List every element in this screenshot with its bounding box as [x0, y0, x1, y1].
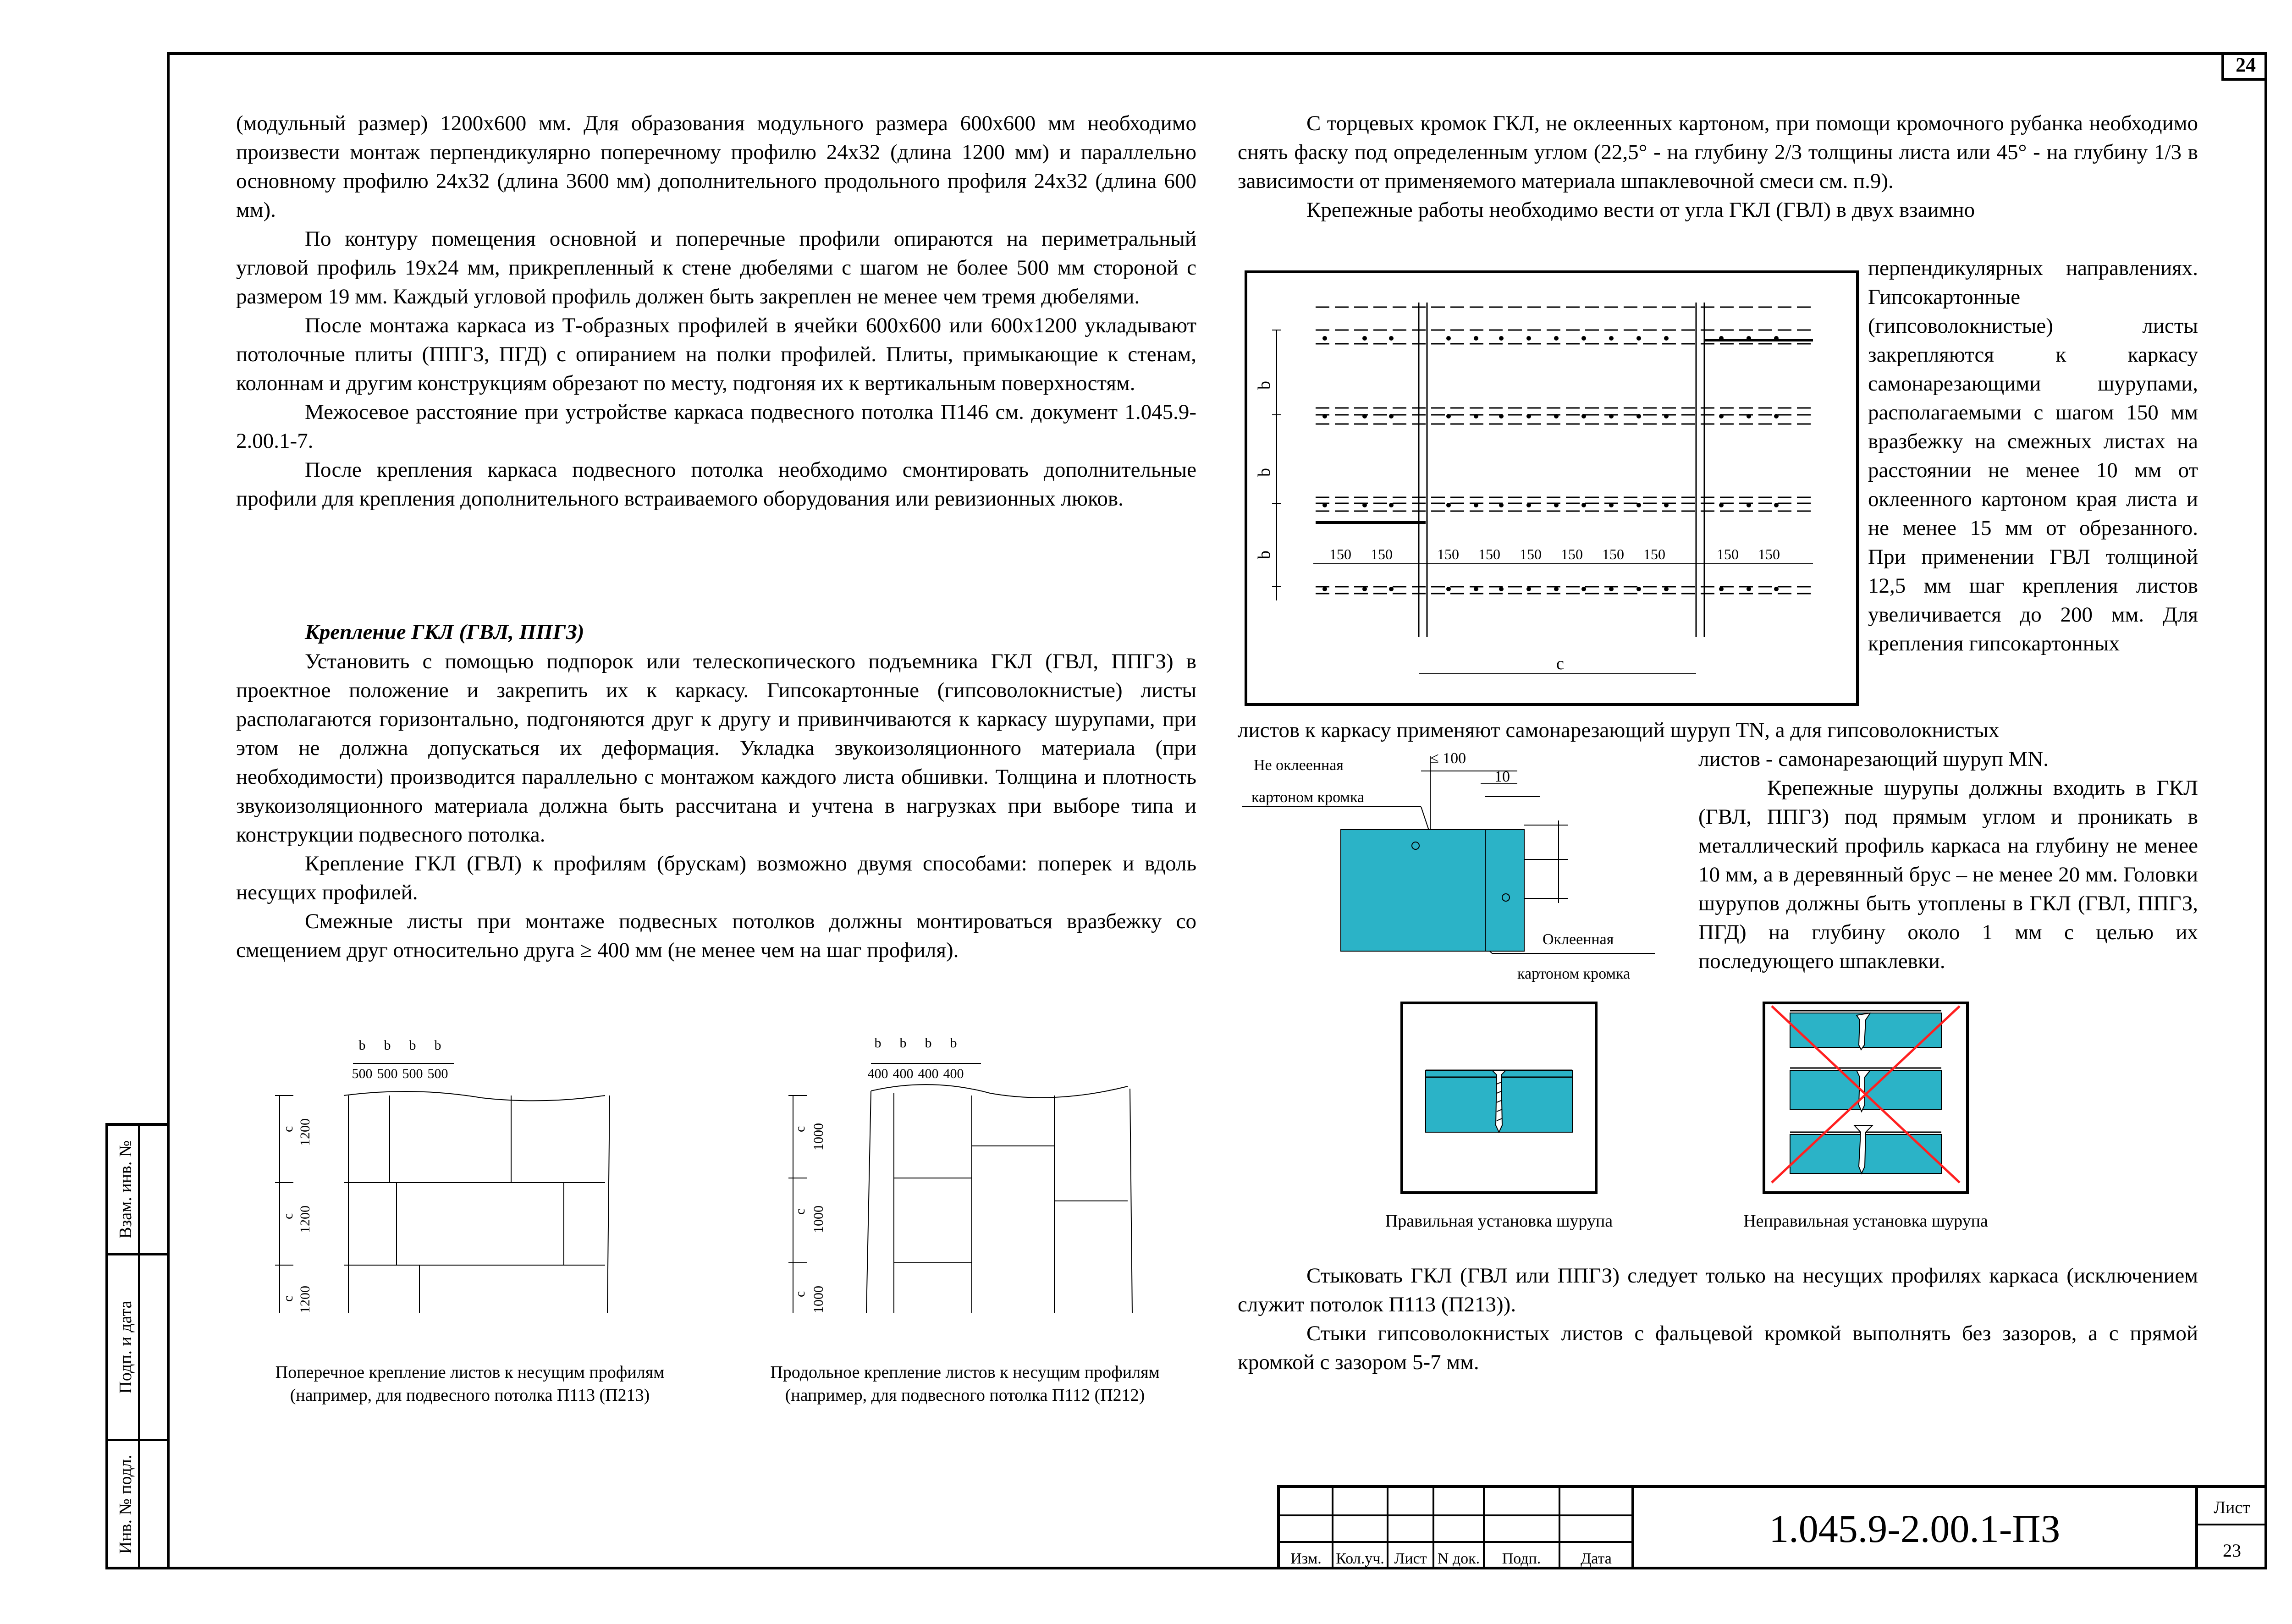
- correct-screw-drawing: [1400, 1002, 1598, 1194]
- left-stamp-strip: [105, 1123, 167, 1569]
- plan-dim-c: c: [1556, 654, 1564, 673]
- plan-step-2: 150: [1371, 546, 1393, 562]
- plan-step-5: 150: [1520, 546, 1542, 562]
- cross-b-1: b: [358, 1038, 366, 1053]
- cross-dim-2: 500: [377, 1066, 398, 1081]
- label-glued-2: картоном кромка: [1517, 965, 1631, 982]
- paragraph: (модульный размер) 1200х600 мм. Для образования модульного размера 600х600 мм необходимо произвести монтаж перпендикулярно поперечному профилю 24х32 (длина 1200 мм) и параллельно основному профилю 24х32 (длина 3600 мм) дополнительного продольного профиля 24х32 (длина 600 мм).: [236, 111, 1196, 222]
- long-dim-3: 400: [918, 1066, 939, 1081]
- label-unglued-2: картоном кромка: [1251, 789, 1365, 806]
- long-c-3: c: [793, 1291, 808, 1297]
- left-column-text: [236, 109, 1196, 513]
- incorrect-screw-drawing: [1763, 1002, 1969, 1194]
- paragraph: Смежные листы при монтаже подвесных потолков должны монтироваться вразбежку со смещением друг относительно друга ≥ 400 мм (не менее чем на шаг профиля).: [236, 909, 1196, 962]
- cross-b-3: b: [409, 1038, 416, 1053]
- tb-col-data: Дата: [1581, 1550, 1612, 1567]
- long-b-2: b: [899, 1035, 907, 1051]
- long-cval-3: 1000: [811, 1286, 826, 1313]
- plan-step-8: 150: [1643, 546, 1665, 562]
- strip-row-2: Подп. и дата: [116, 1300, 135, 1394]
- cross-cval-2: 1200: [298, 1206, 313, 1233]
- tb-col-podp: Подп.: [1502, 1550, 1541, 1567]
- dim-10: 10: [1494, 768, 1510, 785]
- caption-transverse-1: Поперечное крепление листов к несущим профилям: [275, 1363, 665, 1382]
- right-column-bottom-text: [1238, 1261, 2198, 1377]
- long-b-4: b: [950, 1035, 957, 1051]
- right-mid-line-2: листов - самонарезающий шуруп MN.: [1698, 747, 2049, 771]
- cross-b-4: b: [434, 1038, 441, 1053]
- dim-100: ≤ 100: [1430, 750, 1466, 767]
- plan-step-9: 150: [1717, 546, 1739, 562]
- doc-code: 1.045.9-2.00.1-ПЗ: [1769, 1507, 2061, 1551]
- sheet-value: 23: [2223, 1540, 2241, 1561]
- long-c-2: c: [793, 1208, 808, 1215]
- caption-longitudinal-2: (например, для подвесного потолка П112 (П212): [785, 1386, 1145, 1405]
- tb-col-koluch: Кол.уч.: [1336, 1550, 1384, 1567]
- paragraph: Стыки гипсоволокнистых листов с фальцевой кромкой выполнять без зазоров, а с прямой кромкой с зазором 5-7 мм.: [1238, 1321, 2198, 1374]
- plan-step-7: 150: [1602, 546, 1624, 562]
- right-screws-text: Крепежные шурупы должны входить в ГКЛ (ГВЛ, ППГЗ) под прямым углом и проникать в металлический профиль каркаса на глубину не менее 10 мм, а в деревянный брус – не менее 20 мм. Головки шурупов должны быть утоплены в ГКЛ (ГВЛ, ППГЗ, ПГД) на глубину около 1 мм с целью их последующего шпаклевки.: [1698, 776, 2198, 973]
- cross-c-1: c: [281, 1126, 296, 1132]
- plan-step-1: 150: [1329, 546, 1351, 562]
- paragraph: Установить с помощью подпорок или телескопического подъемника ГКЛ (ГВЛ, ППГЗ) в проектное положение и закрепить их к каркасу. Гипсокартонные (гипсоволокнистые) листы располагаются горизонтально, подгоняются друг к другу и привинчиваются к каркасу шурупами, при этом не должна допускаться их деформация. Укладка звукоизоляционного материала (при необходимости) производится параллельно с монтажом каждого листа обшивки. Толщина и плотность звукоизоляционного материала должна быть рассчитана и учтена в нагрузках при выборе типа и конструкции подвесного потолка.: [236, 650, 1196, 847]
- plan-dim-b-2: b: [1255, 468, 1274, 477]
- cross-c-2: c: [281, 1213, 296, 1219]
- plan-dim-b-1: b: [1255, 381, 1274, 390]
- subheading: Крепление ГКЛ (ГВЛ, ППГЗ): [305, 620, 584, 644]
- paragraph: Крепление ГКЛ (ГВЛ) к профилям (брускам) возможно двумя способами: поперек и вдоль несущих профилей.: [236, 852, 1196, 904]
- long-cval-2: 1000: [811, 1206, 826, 1233]
- tb-col-ndok: N док.: [1437, 1550, 1480, 1567]
- plan-step-3: 150: [1437, 546, 1459, 562]
- cross-dim-4: 500: [427, 1066, 448, 1081]
- cross-c-3: c: [281, 1295, 296, 1302]
- strip-row-3: Инв. № подл.: [116, 1454, 135, 1554]
- plan-step-10: 150: [1758, 546, 1780, 562]
- cross-dim-3: 500: [402, 1066, 423, 1081]
- paragraph: После крепления каркаса подвесного потолка необходимо смонтировать дополнительные профили для крепления дополнительного встраиваемого оборудования или ревизионных люков.: [236, 458, 1196, 511]
- paragraph: С торцевых кромок ГКЛ, не оклеенных картоном, при помощи кромочного рубанка необходимо снять фаску под определенным углом (22,5° - на глубину 2/3 толщины листа или 45° - на глубину 1/3 в зависимости от применяемого материала шпаклевочной смеси см. п.9).: [1238, 111, 2198, 193]
- tb-col-list: Лист: [1394, 1550, 1427, 1567]
- plan-dim-b-3: b: [1255, 551, 1274, 559]
- left-column-text-2: [236, 647, 1196, 965]
- paragraph: Стыковать ГКЛ (ГВЛ или ППГЗ) следует только на несущих профилях каркаса (исключением служит потолок П113 (П213)).: [1238, 1264, 2198, 1316]
- long-dim-1: 400: [867, 1066, 888, 1081]
- transverse-fixing-drawing: [275, 1027, 642, 1320]
- plan-step-6: 150: [1561, 546, 1583, 562]
- caption-correct: Правильная установка шурупа: [1385, 1211, 1613, 1231]
- long-b-3: b: [925, 1035, 932, 1051]
- paragraph: После монтажа каркаса из Т-образных профилей в ячейки 600х600 или 600х1200 укладывают потолочные плиты (ППГЗ, ПГД) с опиранием на полки профилей. Плиты, примыкающие к стенам, колоннам и другим конструкциям обрезают по месту, подгоняя их к вертикальным поверхностям.: [236, 314, 1196, 395]
- caption-longitudinal-1: Продольное крепление листов к несущим профилям: [770, 1363, 1160, 1382]
- cross-dim-1: 500: [352, 1066, 373, 1081]
- ceiling-plan-drawing: [1245, 270, 1859, 706]
- paragraph: Крепежные работы необходимо вести от угла ГКЛ (ГВЛ) в двух взаимно: [1306, 198, 1975, 222]
- long-dim-2: 400: [893, 1066, 914, 1081]
- right-side-text: перпендикулярных направлениях. Гипсокартонные (гипсоволокнистые) листы закрепляются к каркасу самонарезающими шурупами, располагаемыми с шагом 150 мм вразбежку на смежных листах на расстоянии не менее 10 мм от оклеенного картоном края листа и не менее 15 мм от обрезанного. При применении ГВЛ толщиной 12,5 мм шаг крепления листов увеличивается до 200 мм. Для крепления гипсокартонных: [1868, 256, 2198, 655]
- title-block: [1277, 1485, 2267, 1569]
- long-c-1: c: [793, 1126, 808, 1132]
- sheet-number-top: 24: [2221, 52, 2267, 81]
- right-mid-line: листов к каркасу применяют самонарезающий шуруп TN, а для гипсоволокнистых: [1238, 718, 2000, 742]
- caption-incorrect: Неправильная установка шурупа: [1743, 1211, 1988, 1231]
- right-column-top-text: [1238, 109, 2198, 225]
- cross-b-2: b: [384, 1038, 391, 1053]
- label-unglued-1: Не оклеенная: [1254, 757, 1344, 774]
- long-dim-4: 400: [943, 1066, 964, 1081]
- paragraph: По контуру помещения основной и поперечные профили опираются на периметральный угловой профиль 19х24 мм, прикрепленный к стене дюбелями с шагом не более 500 мм стороной с размером 19 мм. Каждый угловой профиль должен быть закреплен не менее чем тремя дюбелями.: [236, 227, 1196, 308]
- paragraph: Межосевое расстояние при устройстве каркаса подвесного потолка П146 см. документ 1.045.9-2.00.1-7.: [236, 400, 1196, 453]
- long-cval-1: 1000: [811, 1123, 826, 1151]
- sheet-label: Лист: [2214, 1498, 2250, 1517]
- strip-row-1: Взам. инв. №: [116, 1140, 135, 1239]
- cross-cval-1: 1200: [298, 1118, 313, 1146]
- edge-detail-drawing: [1238, 743, 1696, 990]
- label-glued-1: Оклеенная: [1543, 931, 1614, 948]
- plan-step-4: 150: [1478, 546, 1500, 562]
- long-b-1: b: [874, 1035, 882, 1051]
- caption-transverse-2: (например, для подвесного потолка П113 (П213): [290, 1386, 650, 1405]
- cross-cval-3: 1200: [298, 1286, 313, 1313]
- tb-col-izm: Изм.: [1290, 1550, 1322, 1567]
- longitudinal-fixing-drawing: [779, 1027, 1155, 1320]
